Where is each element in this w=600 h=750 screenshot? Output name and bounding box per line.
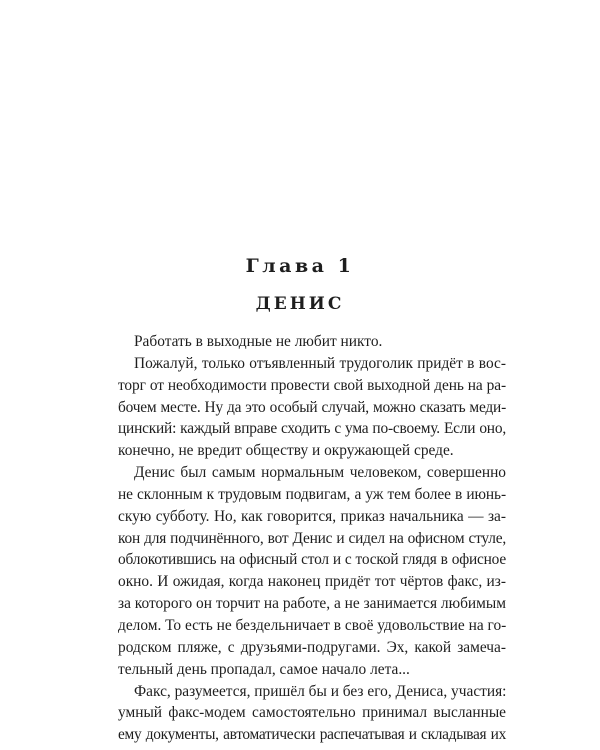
- chapter-body: [118, 331, 506, 746]
- paragraph: [118, 681, 506, 747]
- text-line: скую субботу. Но, как говорится, приказ начальника — за-: [118, 507, 506, 525]
- text-line: цинский: каждый вправе сходить с ума по-своему. Если оно,: [118, 420, 506, 438]
- text-line: Работать в выходные не любит никто.: [134, 333, 383, 350]
- paragraph: [118, 462, 506, 680]
- text-line: не склонным к трудовым подвигам, а уж тем более в июнь-: [118, 485, 506, 503]
- text-line: тельный день пропадал, самое начало лета...: [118, 660, 410, 678]
- text-line: бочем месте. Ну да это особый случай, можно сказать меди-: [118, 398, 506, 416]
- text-line: торг от необходимости провести свой выходной день на ра-: [118, 376, 506, 394]
- chapter-title: ДЕНИС: [255, 294, 345, 314]
- text-line: делом. То есть не бездельничает в своё удовольствие на го-: [118, 616, 507, 634]
- text-line: кон для подчинённого, вот Денис и сидел на офисном стуле,: [118, 529, 506, 547]
- text-line: ему документы, автоматически распечатывая и складывая их: [118, 726, 506, 744]
- text-line: родском пляже, с друзьями-подругами. Эх, какой замеча-: [118, 638, 506, 656]
- text-line: Денис был самым нормальным человеком, совершенно: [134, 464, 506, 482]
- text-line: облокотившись на офисный стол и с тоской глядя в офисное: [118, 551, 506, 569]
- chapter-heading: Глава 1: [245, 255, 355, 277]
- paragraph: [118, 331, 506, 353]
- text-line: за которого он торчит на работе, а не занимается любимым: [118, 595, 506, 613]
- paragraph: [118, 353, 506, 462]
- text-line: конечно, не вредит обществу и окружающей среде.: [118, 442, 454, 460]
- text-line: окно. И ожидая, когда наконец придёт тот чёртов факс, из-: [118, 573, 506, 591]
- text-line: Пожалуй, только отъявленный трудоголик придёт в вос-: [134, 354, 506, 372]
- text-line: Факс, разумеется, пришёл бы и без его, Дениса, участия:: [134, 682, 507, 700]
- text-line: умный факс-модем самостоятельно принимал высланные: [118, 704, 506, 722]
